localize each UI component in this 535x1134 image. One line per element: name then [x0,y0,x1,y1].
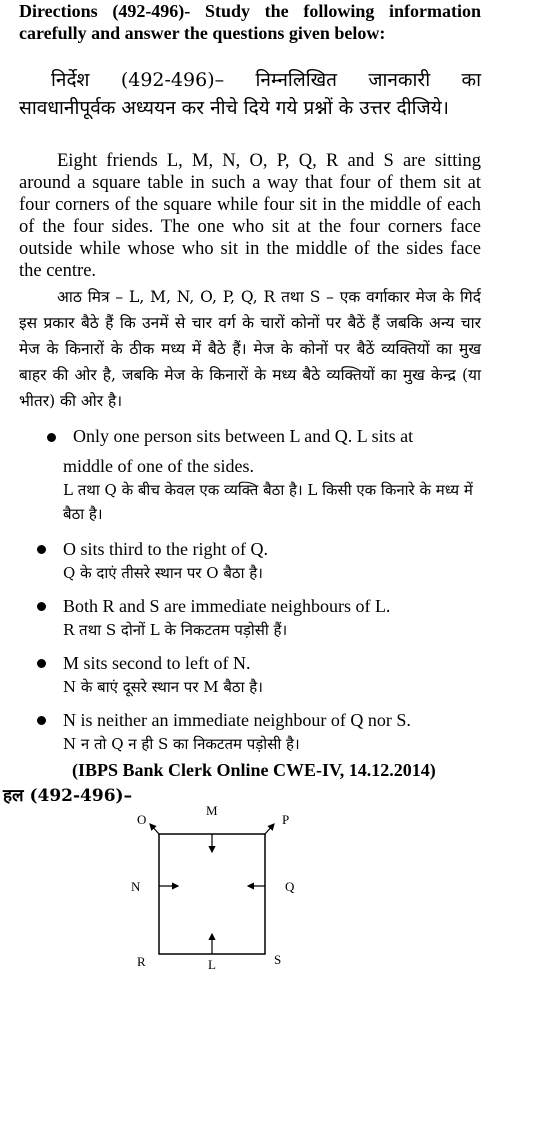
condition-english-line2: middle of one of the sides. [63,456,254,476]
seat-label-right-middle: Q [285,879,295,894]
seat-label-top-right: P [282,812,290,827]
condition-english: Both R and S are immediate neighbours of L. [63,596,391,616]
condition-hindi: L तथा Q के बीच केवल एक व्यक्ति बैठा है। L किसी एक किनारे के मध्य में बैठा है। [63,481,473,523]
seat-label-top-left: O [137,812,147,827]
intro-hindi: आठ मित्र – L, M, N, O, P, Q, R तथा S – एक वर्गाकार मेज के गिर्द इस प्रकार बैठे हैं कि उनमें से चार वर्ग के चारों कोनों पर बैठें हैं जबकि अन्य चार मेज के किनारों के ठीक मध्य में बैठे हैं। मेज के कोनों पर बैठें व्यक्तियों का मुख बाहर की ओर है, जबकि मेज के किनारों के मध्य बैठे व्यक्तियों का मुख केन्द्र (या भीतर) की ओर है। [19,288,481,410]
directions-english: Directions (492-496)- Study the following information carefully and answer the questions given below: [19,1,481,43]
condition-hindi: N न तो Q न ही S का निकटतम पड़ोसी है। [63,735,300,753]
condition-english: N is neither an immediate neighbour of Q nor S. [63,710,411,730]
arrow-top-left [150,824,159,834]
seat-label-bottom-right: S [274,952,282,967]
bullet-icon [37,659,46,668]
condition-hindi: R तथा S दोनों L के निकटतम पड़ोसी हैं। [63,621,288,639]
seat-label-bottom-middle: L [208,957,216,972]
source-citation: (IBPS Bank Clerk Online CWE-IV, 14.12.2014) [72,760,436,780]
bullet-icon [37,716,46,725]
condition-english-line1: Only one person sits between L and Q. L sits at [73,426,414,446]
seating-diagram [0,800,535,1000]
condition-hindi: Q के दाएं तीसरे स्थान पर O बैठा है। [63,564,263,582]
condition-hindi: N के बाएं दूसरे स्थान पर M बैठा है। [63,678,263,696]
bullet-icon [47,433,56,442]
arrow-top-right [265,824,274,834]
condition-english: O sits third to the right of Q. [63,539,268,559]
seat-label-bottom-left: R [137,954,146,969]
intro-english: Eight friends L, M, N, O, P, Q, R and S are sitting around a square table in such a way that four of them sit at four corners of the square while four sit in the middle of each of the four sides. The one who sit at the four corners face outside while whose who sit in the middle of the sides face the centre. [19,151,481,281]
seat-label-left-middle: N [131,879,141,894]
bullet-icon [37,545,46,554]
bullet-icon [37,602,46,611]
seat-label-top-middle: M [206,803,218,818]
condition-english: M sits second to left of N. [63,653,251,673]
directions-hindi: निर्देश (492-496)– निम्नलिखित जानकारी का सावधानीपूर्वक अध्ययन कर नीचे दिये गये प्रश्नों के उत्तर दीजिये। [19,69,481,119]
solution-label: हल (492-496)– [3,786,133,806]
